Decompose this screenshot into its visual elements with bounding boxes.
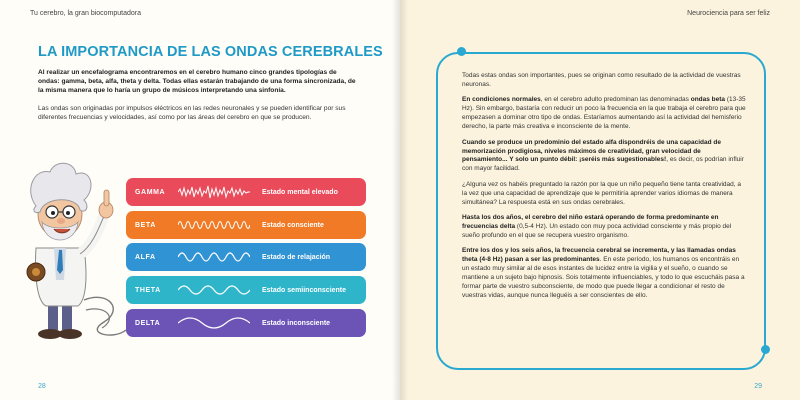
paragraph: Cuando se produce un predominio del estado alfa dispondréis de una capacidad de memorización prodigiosa, niveles máximos de creatividad, gran velocidad de pensamiento... Y solo un punto débil: ¡seréis más sugestionables!, es decir, os podrían influir con mayor facilidad. — [462, 138, 744, 173]
paragraph: En condiciones normales, en el cerebro adulto predominan las denominadas ondas beta (13-35 Hz). Sin embargo, bastaría con reducir un poco la frecuencia en la que trabaja el cerebro para que empezasen a dominar otro tipo de ondas. Estaríamos aumentando así la actividad del hemisferio derecho, la parte más creativa e inconsciente de la mente. — [462, 96, 746, 131]
page-number-left: 28 — [38, 383, 46, 390]
wave-band-alfa — [126, 243, 366, 271]
alfa-wave-icon — [178, 247, 250, 267]
paragraph: ¿Alguna vez os habéis preguntado la razón por la que un niño pequeño tiene tanta creatividad, a la vez que una capacidad de aprendizaje que le permitiría aprender varios idiomas de manera simultánea? La respuesta está en sus ondas cerebrales. — [462, 180, 741, 206]
delta-wave-icon — [178, 313, 250, 333]
beta-wave-icon — [178, 215, 250, 235]
wave-state: Estado mental elevado — [262, 188, 338, 196]
running-head-right: Neurociencia para ser feliz — [687, 10, 770, 17]
wave-label: ALFA — [135, 253, 156, 261]
paragraph: Todas estas ondas son importantes, pues se originan como resultado de la actividad de vuestras neuronas. — [462, 72, 741, 88]
body-paragraph: Las ondas son originadas por impulsos eléctricos en las redes neuronales y se pueden identificar por sus diferentes frecuencias y velocidades, así como por las áreas del cerebro en que se producen. — [38, 105, 346, 122]
paragraph: Entre los dos y los seis años, la frecuencia cerebral se incrementa, y las llamadas ondas theta (4-8 Hz) pasan a ser las predominantes. En este período, los humanos os encontráis en un estado muy similar al de esos instantes de lucidez entre la vigilia y el sueño, o cuando se mantiene a un sujeto bajo hipnosis. Sois totalmente influenciables, y todo lo que escucháis pasa a formar parte de vuestro subconsciente, de modo que puede llegar a condicionar el resto de vuestras vidas, aunque nunca lleguéis a ser conscientes de ello. — [462, 247, 745, 299]
gamma-wave-icon — [178, 182, 250, 202]
frame-dot — [761, 345, 770, 354]
page-title: LA IMPORTANCIA DE LAS ONDAS CEREBRALES — [38, 44, 383, 60]
wave-label: BETA — [135, 221, 156, 229]
frame-dot — [457, 47, 466, 56]
page-number-right: 29 — [754, 383, 762, 390]
wave-band-theta — [126, 276, 366, 304]
wave-band-beta — [126, 211, 366, 239]
intro-paragraph: Al realizar un encefalograma encontraremos en el cerebro humano cinco grandes tipologías de ondas: gamma, beta, alfa, theta y delta. Todas ellas estarán trabajando de una forma sincronizada, de la misma manera que lo haría un grupo de músicos interpretando una sinfonía. — [38, 69, 356, 95]
book-gutter — [392, 0, 408, 400]
right-page-text — [462, 72, 746, 308]
wave-state: Estado consciente — [262, 221, 324, 229]
paragraph: Hasta los dos años, el cerebro del niño estará operando de forma predominante en frecuencias delta (0,5-4 Hz). Un estado con muy poca actividad consciente y más propio del sueño profundo en el que se recupera vuestro organismo. — [462, 214, 732, 239]
wave-band-gamma — [126, 178, 366, 206]
scientist-character-illustration — [14, 150, 134, 346]
wave-state: Estado de relajación — [262, 253, 331, 261]
wave-label: DELTA — [135, 319, 161, 327]
theta-wave-icon — [178, 280, 250, 300]
wave-state: Estado inconsciente — [262, 319, 331, 327]
wave-label: THETA — [135, 286, 161, 294]
running-head-left: Tu cerebro, la gran biocomputadora — [30, 10, 142, 17]
wave-band-delta — [126, 309, 366, 337]
wave-state: Estado semiinconsciente — [262, 286, 347, 294]
wave-label: GAMMA — [135, 188, 166, 196]
